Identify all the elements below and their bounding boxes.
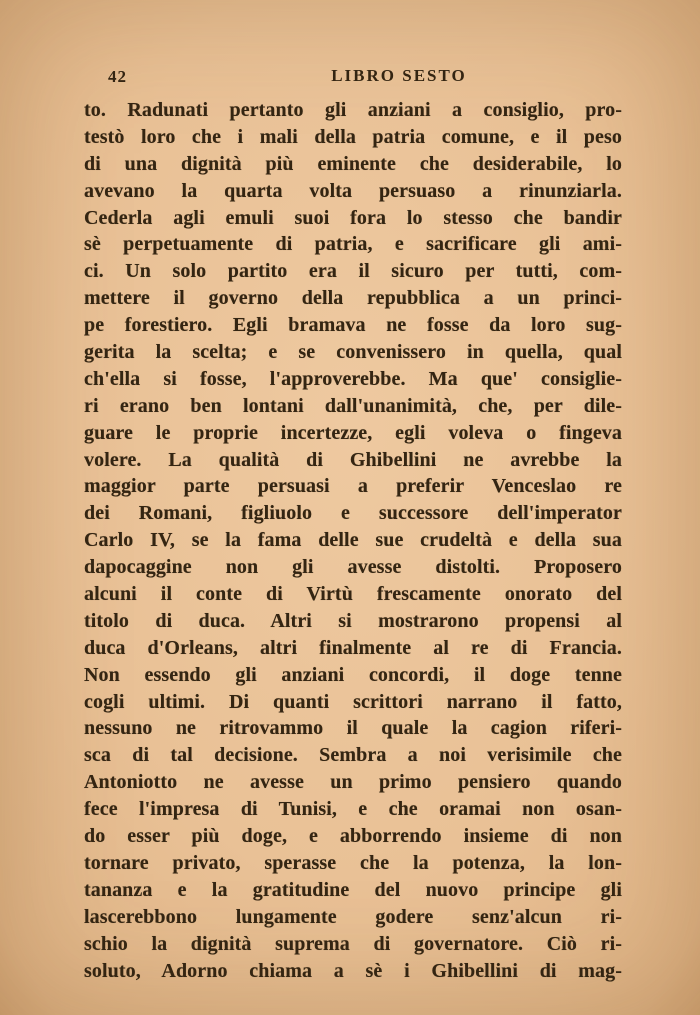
text-line: Antoniotto ne avesse un primo pensiero quando: [84, 771, 622, 794]
text-line: di una dignità più eminente che desiderabile, lo: [84, 152, 622, 175]
text-line: nessuno ne ritrovammo il quale la cagion riferi-: [84, 717, 622, 740]
body-text: [84, 97, 622, 984]
text-line: Carlo IV, se la fama delle sue crudeltà e della sua: [84, 529, 622, 552]
text-line: schio la dignità suprema di governatore. Ciò ri-: [84, 932, 622, 955]
text-line: testò loro che i mali della patria comune, e il peso: [84, 125, 622, 148]
page-number: 42: [108, 67, 127, 86]
text-line: ci. Un solo partito era il sicuro per tutti, com-: [84, 260, 622, 283]
page-header: [84, 66, 622, 90]
running-title: LIBRO SESTO: [331, 66, 467, 85]
text-line: duca d'Orleans, altri finalmente al re di Francia.: [84, 636, 622, 659]
text-line: ch'ella si fosse, l'approverebbe. Ma que' consiglie-: [84, 367, 622, 390]
text-line: avevano la quarta volta persuaso a rinunziarla.: [84, 179, 622, 202]
text-line: tananza e la gratitudine del nuovo principe gli: [84, 878, 622, 901]
text-line: volere. La qualità di Ghibellini ne avrebbe la: [84, 448, 622, 471]
text-line: sca di tal decisione. Sembra a noi verisimile che: [84, 744, 622, 767]
text-line: cogli ultimi. Di quanti scrittori narrano il fatto,: [84, 690, 622, 713]
text-line: pe forestiero. Egli bramava ne fosse da loro sug-: [84, 314, 622, 337]
text-line: soluto, Adorno chiama a sè i Ghibellini di mag-: [84, 959, 622, 982]
text-line: to. Radunati pertanto gli anziani a consiglio, pro-: [84, 99, 622, 121]
text-line: maggior parte persuasi a preferir Venceslao re: [84, 475, 622, 498]
text-line: dei Romani, figliuolo e successore dell'imperator: [84, 502, 622, 525]
text-line: alcuni il conte di Virtù frescamente onorato del: [84, 583, 622, 606]
text-line: do esser più doge, e abborrendo insieme di non: [84, 825, 622, 848]
text-line: ri erano ben lontani dall'unanimità, che, per dile-: [84, 394, 622, 417]
text-line: guare le proprie incertezze, egli voleva o fingeva: [84, 421, 622, 444]
text-line: fece l'impresa di Tunisi, e che oramai non osan-: [84, 798, 622, 821]
text-line: dapocaggine non gli avesse distolti. Proposero: [84, 556, 622, 579]
text-line: Cederla agli emuli suoi fora lo stesso che bandir: [84, 206, 622, 229]
text-line: mettere il governo della repubblica a un princi-: [84, 287, 622, 310]
text-line: sè perpetuamente di patria, e sacrificare gli ami-: [84, 233, 622, 256]
text-line: gerita la scelta; e se convenissero in quella, qual: [84, 341, 622, 364]
text-line: Non essendo gli anziani concordi, il doge tenne: [84, 663, 622, 686]
text-line: lascerebbono lungamente godere senz'alcun ri-: [84, 905, 622, 928]
text-line: tornare privato, sperasse che la potenza, la lon-: [84, 851, 622, 874]
text-line: titolo di duca. Altri si mostrarono propensi al: [84, 609, 622, 632]
